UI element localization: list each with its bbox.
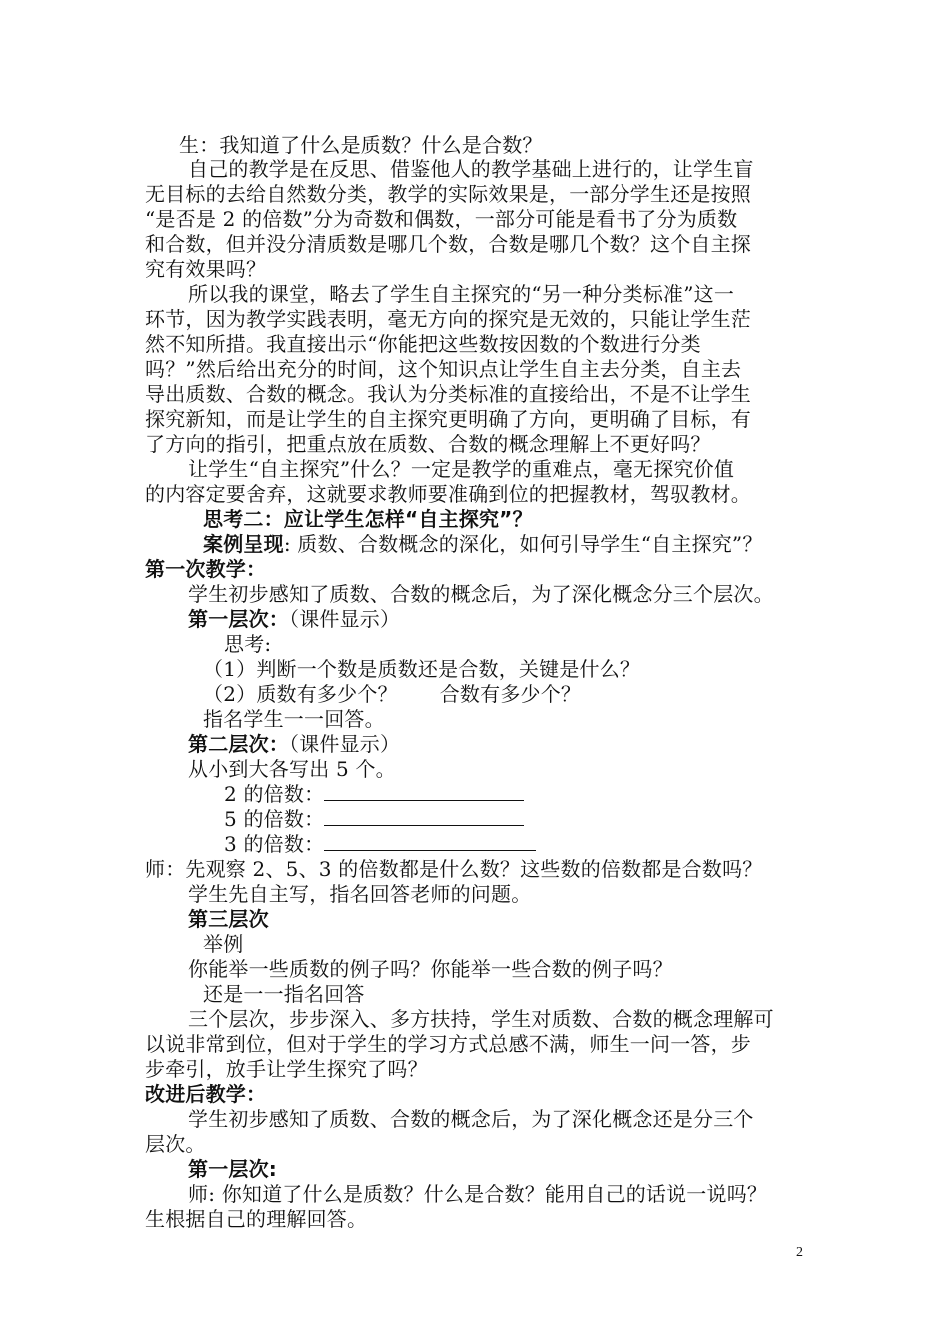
third-level-label: 第三层次 — [188, 907, 269, 931]
text-line-15: 的内容定要舍弃，这就要求教师要准确到位的把握教材，驾驭教材。 — [145, 482, 751, 506]
case-presentation-label: 案例呈现 — [203, 532, 284, 556]
page-number: 2 — [796, 1245, 803, 1260]
text-line-5: 和合数，但并没分清质数是哪几个数，合数是哪几个数？这个自主探 — [145, 232, 751, 256]
text-line-6: 究有效果吗？ — [145, 257, 267, 281]
text-line-improved-2: 层次。 — [145, 1132, 206, 1156]
text-line-11: 导出质数、合数的概念。我认为分类标准的直接给出，不是不让学生 — [145, 382, 751, 406]
second-level-line — [188, 731, 400, 757]
multiples-of-2-label: 2 的倍数： — [224, 782, 325, 806]
section-heading-thinking-two: 思考二：应让学生怎样“自主探究”？ — [203, 507, 533, 531]
text-line-4: “是否是 2 的倍数”分为奇数和偶数，一部分可能是看书了分为质数 — [145, 207, 738, 231]
text-line-examples-question: 你能举一些质数的例子吗？你能举一些合数的例子吗？ — [188, 957, 673, 981]
text-line-write-five: 从小到大各写出 5 个。 — [188, 757, 396, 781]
text-line-8: 环节，因为教学实践表明，毫无方向的探究是无效的，只能让学生茫 — [145, 307, 751, 331]
text-line-1: 生：我知道了什么是质数？什么是合数？ — [179, 133, 543, 157]
second-level-label: 第二层次： — [188, 732, 289, 756]
multiples-of-2-line — [224, 781, 524, 807]
first-teaching-heading: 第一次教学： — [145, 557, 267, 581]
text-line-improved-teacher: 师: 你知道了什么是质数？什么是合数？能用自己的话说一说吗？ — [188, 1182, 768, 1206]
text-line-9: 然不知所措。我直接出示“你能把这些数按因数的个数进行分类 — [145, 332, 701, 356]
text-line-call-students: 指名学生一一回答。 — [203, 707, 385, 731]
text-line-three-levels-1: 三个层次，步步深入、多方扶持，学生对质数、合数的概念理解可 — [188, 1007, 774, 1031]
case-presentation-line — [203, 531, 763, 557]
think-label: 思考: — [224, 632, 272, 656]
improved-teaching-heading: 改进后教学： — [145, 1082, 267, 1106]
improved-first-level-label: 第一层次: — [188, 1157, 277, 1181]
courseware-display-1: （课件显示） — [289, 607, 401, 631]
multiples-of-5-blank — [324, 807, 524, 826]
question-two-a: （2）质数有多少个？ — [203, 682, 398, 706]
text-line-improved-1: 学生初步感知了质数、合数的概念后，为了深化概念还是分三个 — [188, 1107, 754, 1131]
multiples-of-3-line — [224, 831, 536, 857]
text-line-students-write: 学生先自主写，指名回答老师的问题。 — [188, 882, 532, 906]
text-line-2: 自己的教学是在反思、借鉴他人的教学基础上进行的，让学生盲 — [188, 157, 754, 181]
multiples-of-5-line — [224, 806, 524, 832]
text-line-7: 所以我的课堂，略去了学生自主探究的“另一种分类标准”这一 — [188, 282, 735, 306]
text-line-three-levels-2: 以说非常到位，但对于学生的学习方式总感不满，师生一问一答，步 — [145, 1032, 751, 1056]
text-line-12: 探究新知，而是让学生的自主探究更明确了方向，更明确了目标，有 — [145, 407, 751, 431]
text-line-still-call: 还是一一指名回答 — [203, 982, 365, 1006]
multiples-of-3-label: 3 的倍数： — [224, 832, 325, 856]
question-two-line — [203, 681, 581, 707]
text-line-teacher-question: 师：先观察 2、5、3 的倍数都是什么数？这些数的倍数都是合数吗？ — [145, 857, 763, 881]
text-line-first-teaching: 学生初步感知了质数、合数的概念后，为了深化概念分三个层次。 — [188, 582, 774, 606]
text-line-three-levels-3: 步牵引，放手让学生探究了吗？ — [145, 1057, 428, 1081]
text-line-10: 吗？”然后给出充分的时间，这个知识点让学生自主去分类，自主去 — [145, 357, 742, 381]
case-presentation-text: : 质数、合数概念的深化，如何引导学生“自主探究”？ — [283, 532, 763, 556]
text-line-14: 让学生“自主探究”什么？一定是教学的重难点，毫无探究价值 — [188, 457, 735, 481]
text-line-improved-student: 生根据自己的理解回答。 — [145, 1207, 368, 1231]
multiples-of-3-blank — [324, 832, 536, 851]
question-one: （1）判断一个数是质数还是合数，关键是什么？ — [203, 657, 641, 681]
first-level-line — [188, 606, 400, 632]
first-level-label: 第一层次： — [188, 607, 289, 631]
question-two-b: 合数有多少个？ — [439, 682, 582, 706]
text-line-13: 了方向的指引，把重点放在质数、合数的概念理解上不更好吗？ — [145, 432, 711, 456]
text-line-3: 无目标的去给自然数分类，教学的实际效果是，一部分学生还是按照 — [145, 182, 751, 206]
example-label: 举例 — [203, 932, 244, 956]
multiples-of-5-label: 5 的倍数： — [224, 807, 325, 831]
multiples-of-2-blank — [324, 782, 524, 801]
courseware-display-2: （课件显示） — [289, 732, 401, 756]
